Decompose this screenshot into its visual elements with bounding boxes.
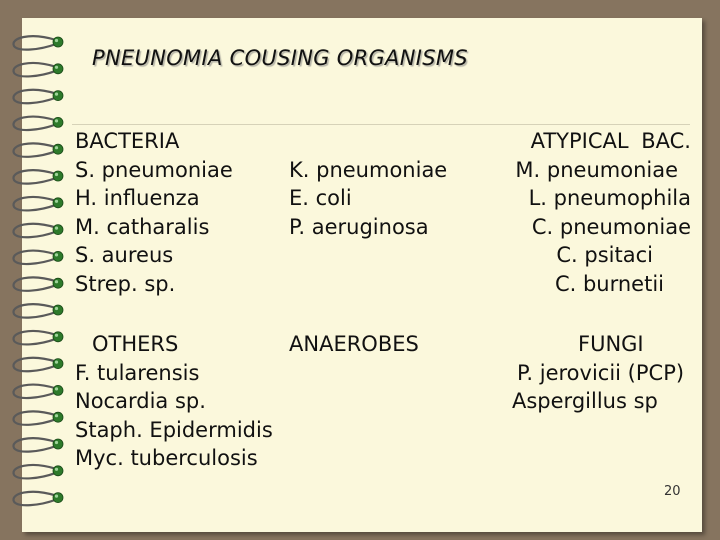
binder-ring [13,170,63,183]
binder-ring [13,224,63,237]
bacteria-item: Strep. sp. [75,271,176,296]
bacteria-column [75,127,233,298]
binder-ring [13,331,63,344]
slide-title: PNEUNOMIA COUSING ORGANISMS [92,46,468,70]
others-item: F. tularensis [75,360,200,385]
bacteria-item: M. catharalis [75,214,210,239]
bacteria-item: P. aeruginosa [289,214,429,239]
binder-ring [13,90,63,103]
atypical-item: L. pneumophila [528,186,691,210]
binder-ring [13,251,63,264]
bacteria-item: H. influenza [75,186,200,210]
binder-ring [13,63,63,76]
page-number: 20 [664,484,681,499]
anaerobes-heading: ANAEROBES [289,332,419,356]
binder-ring [13,143,63,156]
binder-ring [13,385,63,398]
bacteria-item: S. pneumoniae [75,157,233,182]
binder-ring [13,304,63,317]
atypical-heading: ATYPICAL BAC. [530,129,691,153]
binder-ring [13,438,63,451]
others-item: Staph. Epidermidis [75,417,273,442]
binder-ring [13,197,63,210]
atypical-column [515,127,691,298]
fungi-item: P. jerovicii (PCP) [517,360,685,385]
fungi-item: Aspergillus sp [512,389,658,413]
bacteria-item: S. aureus [75,243,174,267]
title-divider [72,124,690,125]
binder-ring [13,465,63,478]
binder-ring [13,492,63,505]
others-heading: OTHERS [92,332,179,356]
atypical-item: C. pneumoniae [531,214,691,239]
bacteria-column-2 [289,156,447,242]
binder-ring [13,411,63,424]
atypical-item: M. pneumoniae [515,157,678,182]
bacteria-item: K. pneumoniae [289,157,448,182]
binder-ring [13,358,63,371]
bacteria-item: E. coli [289,186,352,210]
binder-ring [13,36,63,49]
atypical-item: C. burnetii [554,271,664,296]
binder-ring [13,277,63,290]
binder-ring [13,117,63,130]
bacteria-heading: BACTERIA [75,129,180,153]
others-column [75,359,273,473]
atypical-item: C. psitaci [556,243,653,267]
fungi-heading: FUNGI [578,332,644,356]
binder-rings [0,0,72,540]
others-item: Myc. tuberculosis [75,446,258,470]
others-item: Nocardia sp. [75,389,206,413]
